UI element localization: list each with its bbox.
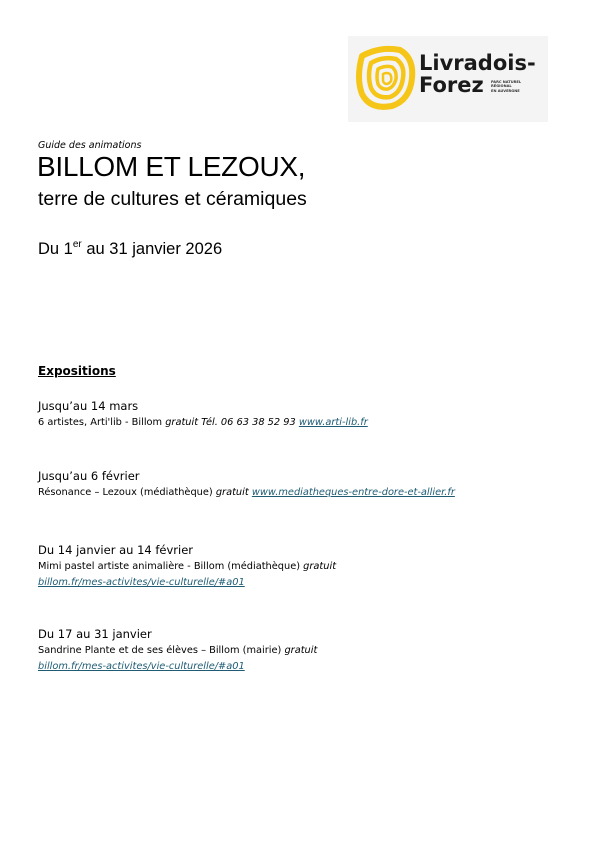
event-item [38, 626, 317, 675]
event-item [38, 542, 336, 591]
date-superscript: er [72, 238, 82, 250]
event-link[interactable]: billom.fr/mes-activites/vie-culturelle/#a01 [38, 577, 245, 588]
event-description: Mimi pastel artiste animalière - Billom (médiathèque) [38, 561, 304, 572]
guide-label: Guide des animations [38, 140, 142, 151]
event-details [38, 415, 368, 431]
event-link[interactable]: www.arti-lib.fr [298, 417, 368, 428]
event-details [38, 559, 336, 575]
logo-subtitle [491, 80, 521, 93]
livradois-forez-logo [348, 36, 548, 122]
logo-name-line2: Forez [419, 73, 484, 97]
event-description: Sandrine Plante et de ses élèves – Billom (mairie) [38, 645, 285, 656]
event-item [38, 468, 455, 501]
event-date: Jusqu’au 14 mars [38, 399, 139, 413]
page-subtitle: terre de cultures et céramiques [38, 188, 307, 210]
logo-sub-line1: PARC NATUREL [491, 80, 522, 84]
event-price-phone: gratuit Tél. 06 63 38 52 93 [165, 417, 296, 428]
event-link-line [38, 575, 336, 591]
concentric-rings-logo-icon [354, 44, 416, 110]
event-date: Du 14 janvier au 14 février [38, 543, 194, 557]
page-title: BILLOM ET LEZOUX, [37, 151, 306, 182]
event-details [38, 643, 317, 659]
date-suffix: au 31 janvier 2026 [81, 240, 223, 258]
event-link-line [38, 659, 317, 675]
event-date: Du 17 au 31 janvier [38, 627, 152, 641]
date-range [38, 238, 222, 260]
event-details [38, 485, 455, 501]
event-link[interactable]: www.mediatheques-entre-dore-et-allier.fr [251, 487, 455, 498]
event-price: gratuit [284, 645, 318, 656]
section-heading-expositions: Expositions [38, 364, 116, 378]
date-prefix: Du 1 [38, 240, 73, 258]
logo-name-line1: Livradois- [419, 51, 536, 75]
event-description: 6 artistes, Arti'lib - Billom [38, 417, 166, 428]
event-date: Jusqu’au 6 février [38, 469, 140, 483]
event-link[interactable]: billom.fr/mes-activites/vie-culturelle/#a01 [38, 661, 245, 672]
event-price: gratuit [303, 561, 337, 572]
event-price: gratuit [215, 487, 249, 498]
event-item [38, 398, 368, 431]
event-description: Résonance – Lezoux (médiathèque) [38, 487, 216, 498]
logo-sub-line2: RÉGIONAL [491, 84, 512, 89]
logo-sub-line3: EN AUVERGNE [491, 88, 520, 93]
